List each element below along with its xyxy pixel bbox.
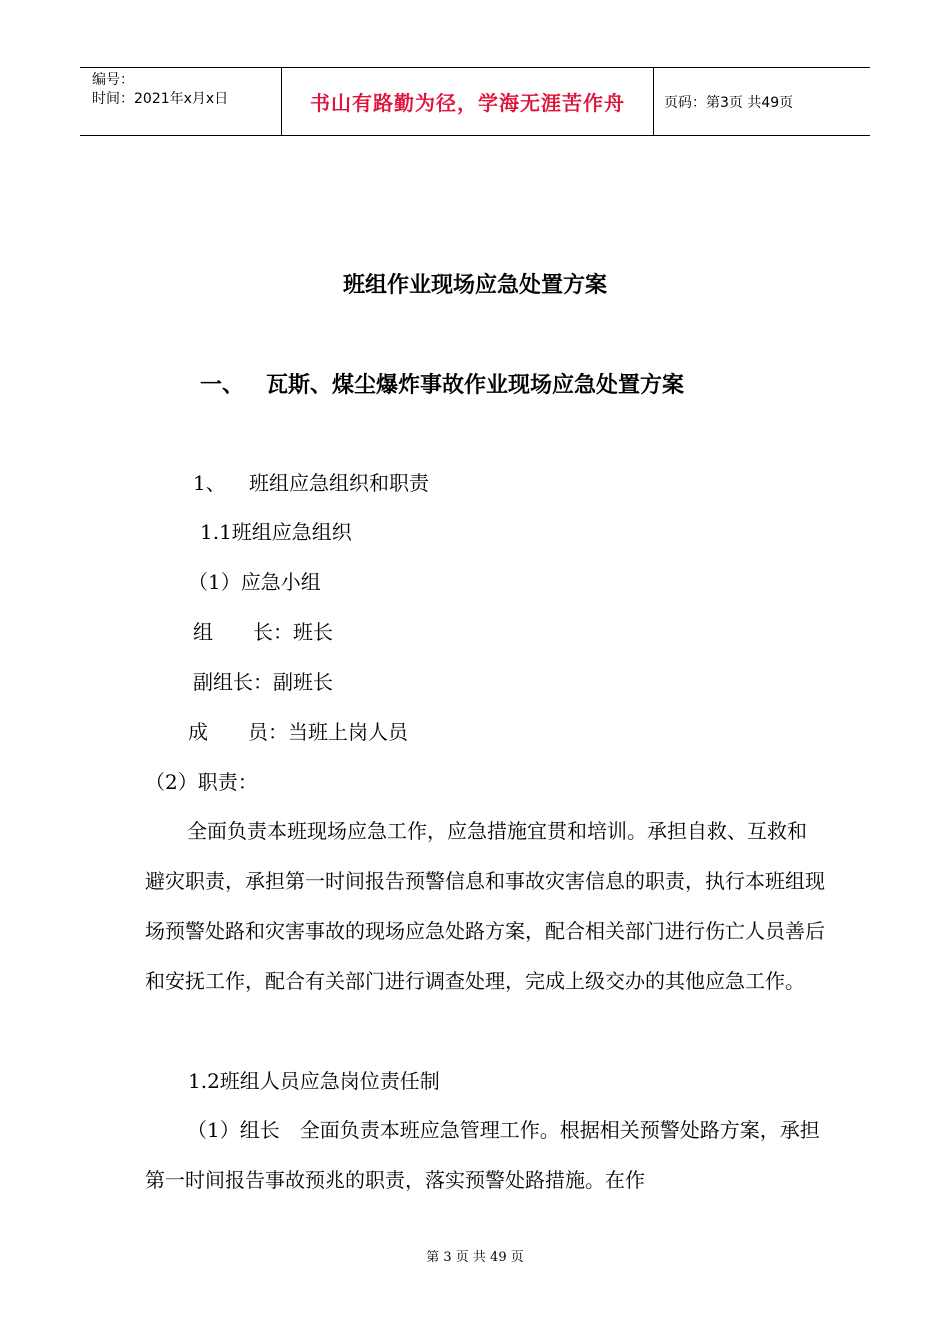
document-title: 班组作业现场应急处置方案: [342, 273, 607, 298]
emergency-team-heading: （1）应急小组: [188, 570, 321, 594]
subsection-1-1-heading: 1.1班组应急组织: [200, 520, 352, 544]
duty-paragraph: [145, 806, 825, 1006]
number-label: 编号：: [92, 72, 134, 88]
leader-duty-text: （1）组长 全面负责本班应急管理工作。根据相关预警处路方案，承担第一时间报告事故预兆的职责，落实预警处路措施。在作: [145, 1118, 820, 1192]
header-middle-cell: [282, 68, 654, 135]
header-right-cell: [654, 68, 870, 135]
vice-leader-line: 副组长：副班长: [193, 670, 333, 694]
page-footer: 第 3 页 共 49 页: [426, 1250, 524, 1265]
page-header: [80, 67, 870, 136]
members-line: 成 员：当班上岗人员: [188, 720, 408, 744]
page-info: 页码：第3页 共49页: [664, 94, 794, 111]
leader-duty-paragraph: [145, 1105, 825, 1205]
header-left-cell: [80, 68, 282, 135]
section-title: 瓦斯、煤尘爆炸事故作业现场应急处置方案: [266, 373, 685, 398]
duty-text: 全面负责本班现场应急工作，应急措施宜贯和培训。承担自救、互救和避灾职责，承担第一时间报告预警信息和事故灾害信息的职责，执行本班组现场预警处路和灾害事故的现场应急处路方案，配合相关部门进行伤亡人员善后和安抚工作，配合有关部门进行调查处理，完成上级交办的其他应急工作。: [145, 819, 825, 993]
subsection-1-heading: [193, 469, 429, 497]
subsection-1-title: 班组应急组织和职责: [249, 471, 429, 495]
subsection-1-number: 1、: [193, 471, 226, 495]
time-label: 时间：2021年x月x日: [92, 91, 229, 107]
team-leader-line: 组 长：班长: [193, 620, 333, 644]
subsection-1-2-heading: 1.2班组人员应急岗位责任制: [188, 1069, 440, 1093]
section-heading: [200, 368, 684, 399]
motto-text: 书山有路勤为径，学海无涯苦作舟: [310, 91, 625, 115]
duty-heading: （2）职责：: [145, 770, 258, 794]
section-number: 一、: [200, 373, 245, 398]
